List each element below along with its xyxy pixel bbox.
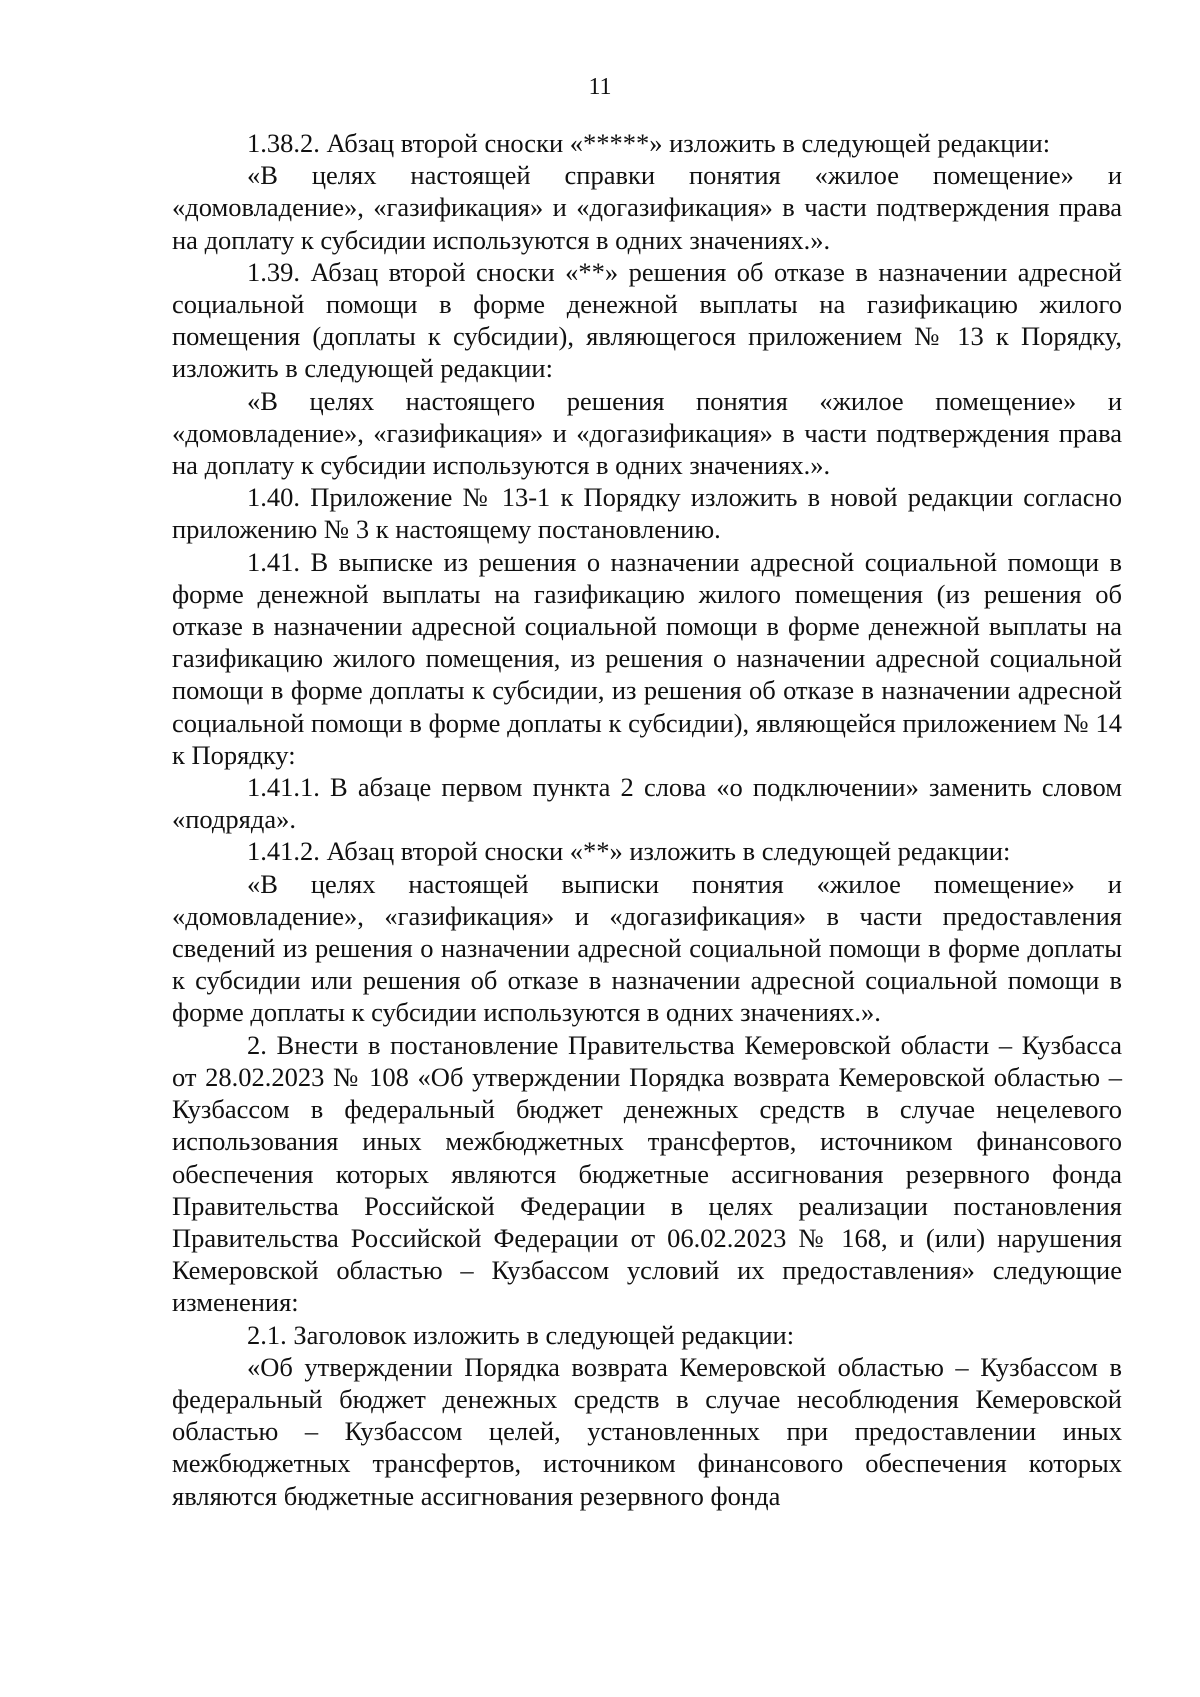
paragraph-quote-decision: «В целях настоящего решения понятия «жилое помещение» и «домовладение», «газификация» и «догазификация» в части подтверждения права на доплату к субсидии используются в одних значениях.». — [172, 385, 1122, 481]
paragraph-1-41-1: 1.41.1. В абзаце первом пункта 2 слова «о подключении» заменить словом «подряда». — [172, 772, 1122, 835]
paragraph-2-1: 2.1. Заголовок изложить в следующей редакции: — [247, 1319, 795, 1350]
paragraph-quote-title: «Об утверждении Порядка возврата Кемеровской областью – Кузбассом в федеральный бюджет денежных средств в случае несоблюдения Кемеровской областью – Кузбассом целей, установленных при предоставлении иных межбюджетных трансфертов, источником финансового обеспечения которых являются бюджетные ассигнования резервного фонда — [172, 1351, 1122, 1511]
paragraph-1-38-2: 1.38.2. Абзац второй сноски «*****» изложить в следующей редакции: — [247, 128, 1051, 158]
paragraph-quote-extract: «В целях настоящей выписки понятия «жилое помещение» и «домовладение», «газификация» и «догазификация» в части предоставления сведений из решения о назначении адресной социальной помощи в форме доплаты к субсидии или решения об отказе в назначении адресной социальной помощи в форме доплаты к субсидии используются в одних значениях.». — [172, 868, 1122, 1028]
paragraph-1-40: 1.40. Приложение № 13-1 к Порядку изложить в новой редакции согласно приложению № 3 к настоящему постановлению. — [172, 482, 1122, 545]
document-body — [172, 127, 1122, 1512]
paragraph-1-39: 1.39. Абзац второй сноски «**» решения об отказе в назначении адресной социальной помощи в форме денежной выплаты на газификацию жилого помещения (доплаты к субсидии), являющегося приложением № 13 к Порядку, изложить в следующей редакции: — [172, 256, 1122, 384]
paragraph-1-41: 1.41. В выписке из решения о назначении адресной социальной помощи в форме денежной выплаты на газификацию жилого помещения (из решения об отказе в назначении адресной социальной помощи в форме денежной выплаты на газификацию жилого помещения, из решения о назначении адресной социальной помощи в форме доплаты к субсидии, из решения об отказе в назначении адресной социальной помощи в форме доплаты к субсидии), являющейся приложением № 14 к Порядку: — [172, 546, 1122, 770]
page-number: 11 — [588, 74, 612, 100]
paragraph-quote-certificate: «В целях настоящей справки понятия «жилое помещение» и «домовладение», «газификация» и «догазификация» в части подтверждения права на доплату к субсидии используются в одних значениях.». — [172, 160, 1122, 255]
paragraph-2: 2. Внести в постановление Правительства Кемеровской области – Кузбасса от 28.02.2023 № 108 «Об утверждении Порядка возврата Кемеровской областью – Кузбассом в федеральный бюджет денежных средств в случае нецелевого использования иных межбюджетных трансфертов, источником финансового обеспечения которых являются бюджетные ассигнования резервного фонда Правительства Российской Федерации в целях реализации постановления Правительства Российской Федерации от 06.02.2023 № 168, и (или) нарушения Кемеровской областью – Кузбассом условий их предоставления» следующие изменения: — [172, 1029, 1122, 1318]
paragraph-1-41-2: 1.41.2. Абзац второй сноски «**» изложить в следующей редакции: — [247, 836, 1011, 867]
